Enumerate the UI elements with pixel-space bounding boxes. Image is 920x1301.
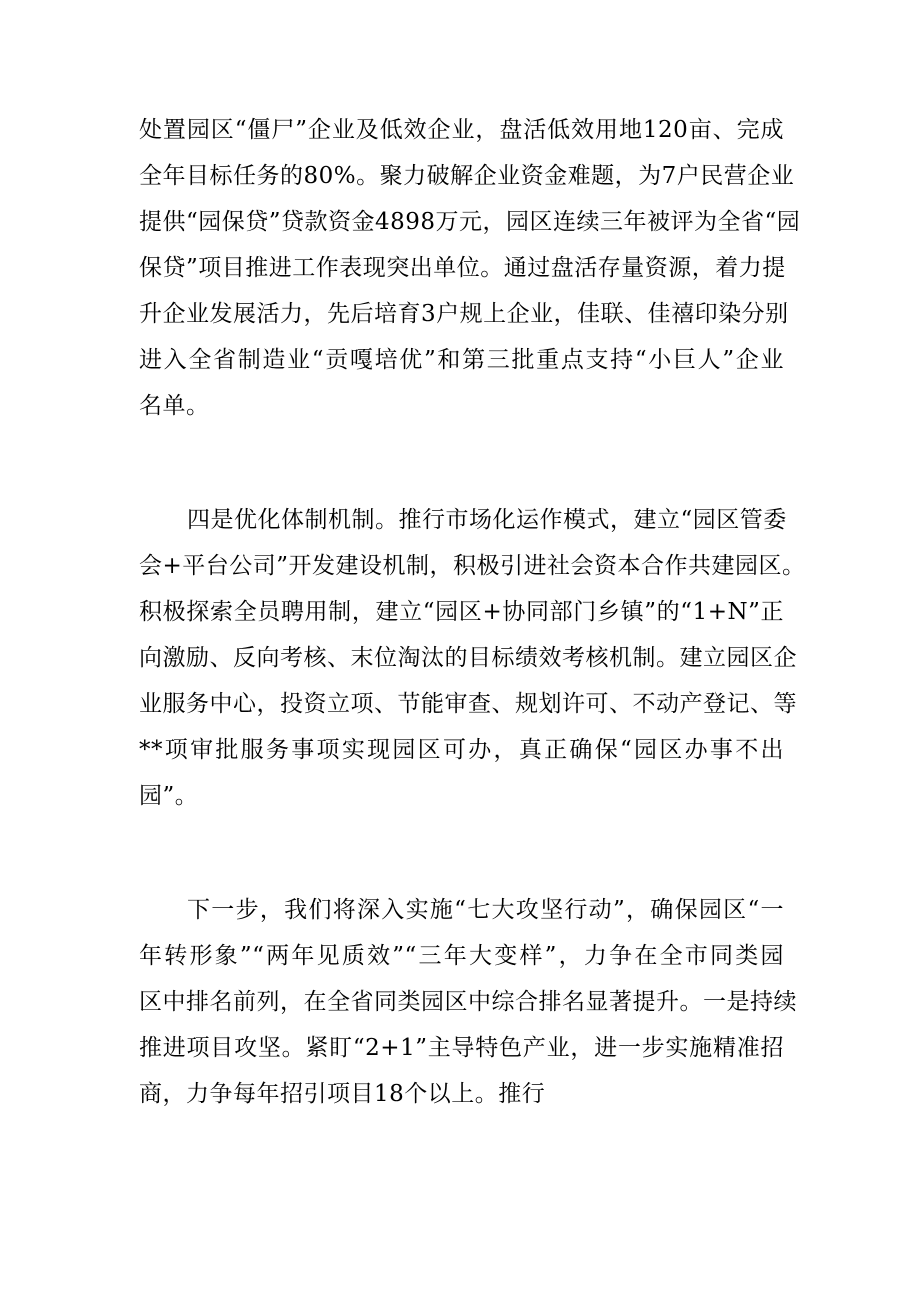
text-line: 升企业发展活力，先后培育3户规上企业，佳联、佳禧印染分别 <box>139 301 789 327</box>
text-line: 积极探索全员聘用制，建立“园区+协同部门乡镇”的“1+N”正 <box>139 599 784 625</box>
text-line: 会+平台公司”开发建设机制，积极引进社会资本合作共建园区。 <box>139 553 806 579</box>
text-line: 年转形象”“两年见质效”“三年大变样”，力争在全市同类园 <box>139 943 784 969</box>
text-line: 下一步，我们将深入实施“七大攻坚行动”，确保园区“一 <box>187 897 784 923</box>
text-line: 全年目标任务的80%。聚力破解企业资金难题，为7户民营企业 <box>139 163 795 189</box>
text-line: 商，力争每年招引项目18个以上。推行 <box>139 1081 546 1107</box>
text-line: 提供“园保贷”贷款资金4898万元，园区连续三年被评为全省“园 <box>139 209 801 235</box>
text-line: 保贷”项目推进工作表现突出单位。通过盘活存量资源，着力提 <box>139 255 786 281</box>
text-line: 进入全省制造业“贡嘎培优”和第三批重点支持“小巨人”企业 <box>139 347 784 373</box>
text-line: 处置园区“僵尸”企业及低效企业，盘活低效用地120亩、完成 <box>139 117 784 143</box>
text-line: **项审批服务事项实现园区可办，真正确保“园区办事不出 <box>139 737 784 763</box>
text-line: 业服务中心，投资立项、节能审查、规划许可、不动产登记、等 <box>139 691 797 717</box>
text-line: 四是优化体制机制。推行市场化运作模式，建立“园区管委 <box>187 507 787 533</box>
text-line: 推进项目攻坚。紧盯“2+1”主导特色产业，进一步实施精准招 <box>139 1035 784 1061</box>
text-line: 园”。 <box>139 783 199 809</box>
paragraph-optimize-mechanism <box>139 497 806 819</box>
text-line: 向激励、反向考核、末位淘汰的目标绩效考核机制。建立园区企 <box>139 645 797 671</box>
paragraph-next-steps <box>139 887 797 1117</box>
paragraph-park-revitalization <box>139 107 801 429</box>
text-line: 名单。 <box>139 393 210 419</box>
text-line: 区中排名前列，在全省同类园区中综合排名显著提升。一是持续 <box>139 989 797 1015</box>
